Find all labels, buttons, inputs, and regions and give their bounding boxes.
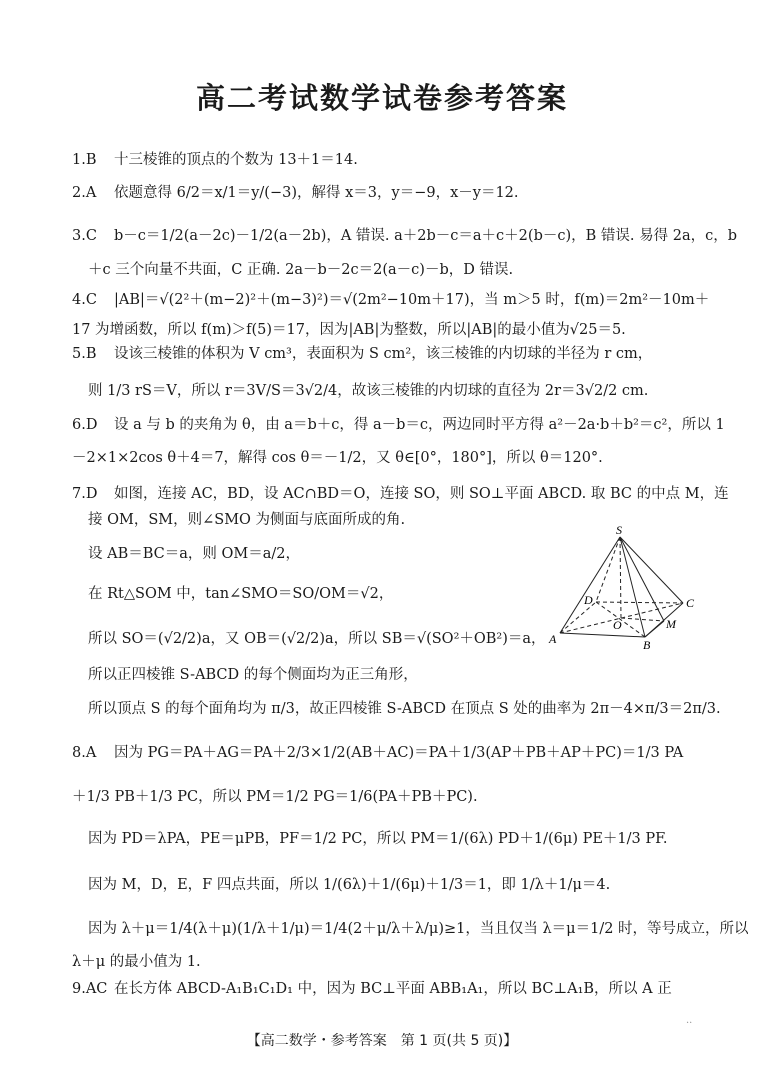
answer-text: λ＋μ 的最小值为 1. (72, 954, 201, 970)
answer-text: 因为 PD＝λPA，PE＝μPB，PF＝1/2 PC，所以 PM＝1/(6λ) PD＋1/(6μ) PE＋1/3 PF. (88, 831, 668, 847)
answer-text: 如图，连接 AC，BD，设 AC∩BD＝O，连接 SO，则 SO⊥平面 ABCD. 取 BC 的中点 M，连 (114, 486, 729, 502)
answer-line (72, 181, 519, 202)
question-number: 4.C (72, 292, 97, 308)
answer-text: 所以 SO＝(√2/2)a，又 OB＝(√2/2)a，所以 SB＝√(SO²＋OB²)＝a， (88, 631, 546, 647)
answer-line (72, 288, 709, 309)
answer-line (88, 827, 668, 848)
answer-text: 设 a 与 b 的夹角为 θ，由 a＝b＋c，得 a－b＝c，两边同时平方得 a²－2a·b＋b²＝c²，所以 1 (114, 417, 725, 433)
pyramid-figure (540, 525, 710, 655)
answer-line (72, 342, 652, 363)
answer-text: 因为 λ＋μ＝1/4(λ＋μ)(1/λ＋1/μ)＝1/4(2＋μ/λ＋λ/μ)≥1，当且仅当 λ＝μ＝1/2 时，等号成立，所以 (88, 921, 749, 937)
answer-text: 所以正四棱锥 S-ABCD 的每个侧面均为正三角形， (88, 667, 418, 683)
answer-line (72, 318, 626, 339)
page-title: 高二考试数学试卷参考答案 (195, 81, 568, 115)
answer-text: 则 1/3 rS＝V，所以 r＝3V/S＝3√2/4，故该三棱锥的内切球的直径为 2r＝3√2/2 cm. (88, 383, 649, 399)
answer-line (88, 379, 648, 400)
answer-line (72, 950, 201, 971)
answer-line (72, 741, 683, 762)
question-number: 5.B (72, 346, 97, 362)
answer-line (88, 663, 418, 684)
answer-text: 在 Rt△SOM 中，tan∠SMO＝SO/OM＝√2， (88, 586, 394, 602)
vertex-label-m: M (666, 617, 676, 631)
question-number: 6.D (72, 417, 98, 433)
question-number: 3.C (72, 228, 97, 244)
answer-text: 依题意得 6/2＝x/1＝y/(−3)，解得 x＝3，y＝−9，x－y＝12. (114, 185, 519, 201)
question-number: 9.AC (72, 981, 108, 997)
answer-line (88, 508, 405, 529)
question-number: 8.A (72, 745, 97, 761)
question-number: 2.A (72, 185, 97, 201)
vertex-label-s: S (616, 525, 622, 537)
answer-line (72, 977, 672, 998)
answer-text: －2×1×2cos θ＋4＝7，解得 cos θ＝－1/2，又 θ∈[0°，180°]，所以 θ＝120°. (72, 450, 603, 466)
scan-mark: ·· (686, 1018, 693, 1029)
answer-text: b－c＝1/2(a－2c)－1/2(a－2b)，A 错误. a＋2b－c＝a＋c＋2(b－c)，B 错误. 易得 2a，c，b (114, 228, 737, 244)
answer-line (88, 697, 721, 718)
page-footer: 【高二数学・参考答案 第 1 页(共 5 页)】 (246, 1033, 518, 1049)
answer-line (88, 627, 546, 648)
answer-text: 接 OM，SM，则∠SMO 为侧面与底面所成的角. (88, 512, 406, 528)
answer-text: 所以顶点 S 的每个面角均为 π/3，故正四棱锥 S-ABCD 在顶点 S 处的曲率为 2π－4×π/3＝2π/3. (88, 701, 721, 717)
vertex-label-b: B (643, 638, 651, 652)
answer-text: ＋c 三个向量不共面，C 正确. 2a－b－2c＝2(a－c)－b，D 错误. (88, 262, 514, 278)
answer-text: 设该三棱锥的体积为 V cm³，表面积为 S cm²，该三棱锥的内切球的半径为 r cm， (114, 346, 653, 362)
answer-line (72, 482, 729, 503)
answer-line (88, 917, 749, 938)
vertex-label-o: O (613, 618, 622, 632)
answer-text: |AB|＝√(2²＋(m−2)²＋(m−3)²)＝√(2m²−10m＋17)，当 m＞5 时，f(m)＝2m²－10m＋ (114, 292, 710, 308)
answer-line (72, 148, 358, 169)
answer-text: 17 为增函数，所以 f(m)＞f(5)＝17，因为|AB|为整数，所以|AB|的最小值为√25＝5. (72, 322, 626, 338)
vertex-label-c: C (686, 596, 695, 610)
question-number: 7.D (72, 486, 98, 502)
answer-line (72, 785, 478, 806)
answer-text: 十三棱锥的顶点的个数为 13＋1＝14. (114, 152, 358, 168)
answer-line (72, 224, 737, 245)
answer-text: 因为 PG＝PA＋AG＝PA＋2/3×1/2(AB＋AC)＝PA＋1/3(AP＋PB＋AP＋PC)＝1/3 PA (114, 745, 684, 761)
question-number: 1.B (72, 152, 97, 168)
answer-line (72, 413, 725, 434)
answer-text: 在长方体 ABCD-A₁B₁C₁D₁ 中，因为 BC⊥平面 ABB₁A₁，所以 BC⊥A₁B，所以 A 正 (114, 981, 672, 997)
answer-line (88, 873, 610, 894)
answer-line (72, 446, 603, 467)
answer-line (88, 542, 300, 563)
answer-text: ＋1/3 PB＋1/3 PC，所以 PM＝1/2 PG＝1/6(PA＋PB＋PC). (72, 789, 478, 805)
answer-line (88, 582, 393, 603)
answer-line (88, 258, 513, 279)
vertex-label-d: D (584, 593, 593, 607)
answer-text: 因为 M，D，E，F 四点共面，所以 1/(6λ)＋1/(6μ)＋1/3＝1，即 1/λ＋1/μ＝4. (88, 877, 611, 893)
vertex-label-a: A (549, 632, 557, 646)
answer-text: 设 AB＝BC＝a，则 OM＝a/2， (88, 546, 300, 562)
